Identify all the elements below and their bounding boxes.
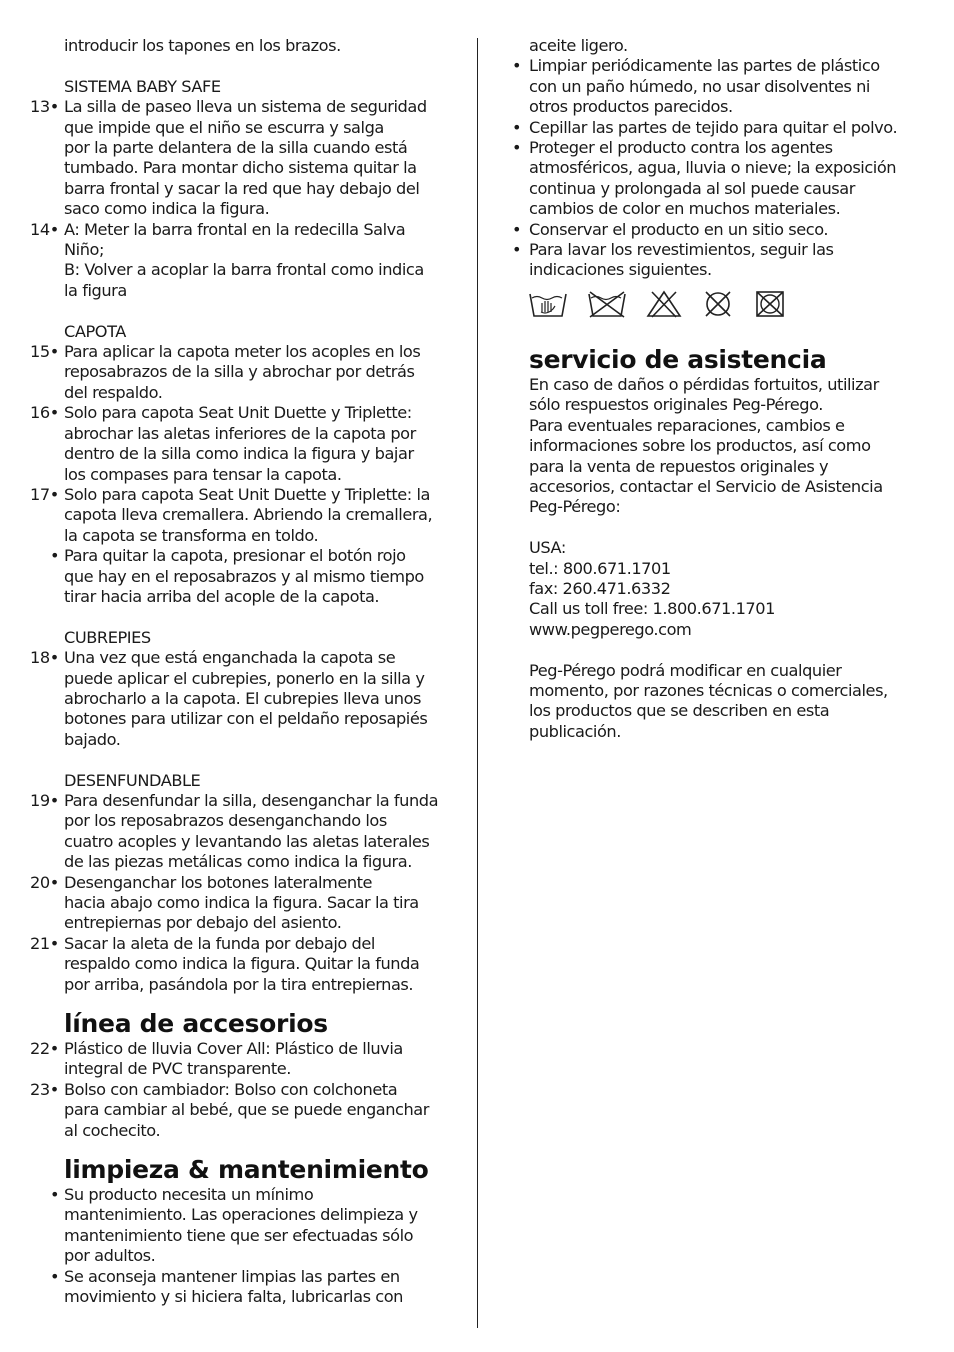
website-link[interactable]: www.pegperego.com — [529, 619, 692, 639]
item-text: Limpiar periódicamente las partes de plástico con un paño húmedo, no usar disolventes ni otros productos parecidos. — [529, 56, 880, 117]
item-text: Solo para capota Seat Unit Duette y Triplette: abrochar las aletas inferiores de la capota por dentro de la silla como indica la figura y bajar los compases para tensar la capota. — [64, 403, 416, 484]
list-item-16 — [30, 403, 460, 485]
section-title-baby-safe: SISTEMA BABY SAFE — [64, 76, 221, 96]
item-text: Solo para capota Seat Unit Duette y Triplette: la capota lleva cremallera. Abriendo la cremallera, la capota se transforma en toldo. — [64, 484, 433, 545]
item-text: Para aplicar la capota meter los acoples en los reposabrazos de la silla y abrochar por detrás del respaldo. — [64, 342, 421, 402]
item-text: Desenganchar los botones lateralmente hacia abajo como indica la figura. Sacar la tira entrepiernas por debajo del asiento. — [64, 872, 419, 933]
phone-number: tel.: 800.671.1701 — [529, 558, 671, 578]
item-number: 17• — [30, 484, 59, 504]
intro-text: introducir los tapones en los brazos. — [64, 36, 341, 55]
item-text: Para desenfundar la silla, desenganchar la funda por los reposabrazos desenganchando los cuatro acoples y levantando las aletas laterales de las piezas metálicas como indica la figura. — [64, 790, 439, 872]
care-symbols — [512, 289, 932, 319]
item-number: 15• — [30, 342, 59, 362]
item-text: Sacar la aleta de la funda por debajo del respaldo como indica la figura. Quitar la funda por arriba, pasándola por la tira entrepiernas. — [64, 933, 420, 994]
list-item-18 — [30, 648, 460, 750]
list-item-23 — [30, 1080, 460, 1141]
item-number: 19• — [30, 790, 59, 810]
section-title-capota: CAPOTA — [64, 321, 126, 341]
item-number: 13• — [30, 97, 59, 117]
list-item-17 — [30, 485, 460, 546]
item-number: 22• — [30, 1039, 59, 1059]
bullet: • — [50, 1185, 60, 1205]
bullet-item — [512, 118, 932, 138]
item-text: Para lavar los revestimientos, seguir las indicaciones siguientes. — [529, 240, 834, 280]
no-bleach-icon — [587, 290, 627, 318]
item-text: Proteger el producto contra los agentes atmosféricos, agua, lluvia o nieve; la exposición continua y prolongada al sol puede causar cambios de color en muchos materiales. — [529, 138, 897, 219]
section-title-desenfundable: DESENFUNDABLE — [64, 770, 201, 790]
item-text: Se aconseja mantener limpias las partes en movimiento y si hiciera falta, lubricarlas con — [64, 1266, 403, 1307]
bullet-item — [512, 138, 932, 220]
item-text: Bolso con cambiador: Bolso con colchoneta para cambiar al bebé, que se puede enganchar al cochecito. — [64, 1079, 429, 1140]
list-item-22 — [30, 1039, 460, 1080]
hand-wash-icon — [528, 290, 568, 318]
bullet: • — [512, 56, 522, 76]
item-text: Cepillar las partes de tejido para quitar el polvo. — [529, 117, 898, 137]
list-item-19 — [30, 791, 460, 873]
servicio-text: En caso de daños o pérdidas fortuitos, utilizar sólo respuestos originales Peg-Pérego. Para eventuales reparaciones, cambios e informaciones sobre los productos, así como para la venta de repuestos originales y accesorios, contactar el Servicio de Asistencia Peg-Pérego: — [529, 374, 883, 517]
closing-text: Peg-Pérego podrá modificar en cualquier momento, por razones técnicas o comerciales, los productos que se describen en esta publicación. — [529, 660, 888, 741]
item-text: A: Meter la barra frontal en la redecilla Salva Niño; B: Volver a acoplar la barra frontal como indica la figura — [64, 219, 424, 300]
left-column — [30, 36, 460, 1308]
item-text: La silla de paseo lleva un sistema de seguridad que impide que el niño se escurra y salga por la parte delantera de la silla cuando está tumbado. Para montar dicho sistema quitar la barra frontal y sacar la red que hay debajo del saco como indica la figura. — [64, 97, 427, 219]
list-item-17-bullet — [30, 546, 460, 607]
list-item-14 — [30, 220, 460, 302]
bullet: • — [512, 117, 522, 137]
no-tumble-dry-icon — [754, 289, 786, 319]
list-item-21 — [30, 934, 460, 995]
right-column — [512, 36, 932, 742]
bullet: • — [50, 1266, 60, 1286]
no-chlorine-icon — [646, 290, 682, 318]
item-text: Su producto necesita un mínimo mantenimiento. Las operaciones delimpieza y mantenimiento tiene que ser efectuadas sólo por adultos. — [64, 1185, 418, 1266]
column-divider — [477, 38, 478, 1328]
bullet: • — [512, 240, 522, 260]
bullet: • — [512, 219, 522, 239]
item-number: 18• — [30, 648, 59, 668]
usa-label: USA: — [529, 538, 566, 558]
heading-accesorios: línea de accesorios — [64, 1009, 328, 1039]
heading-limpieza: limpieza & mantenimiento — [64, 1155, 429, 1185]
item-number: 20• — [30, 872, 59, 892]
fax-number: fax: 260.471.6332 — [529, 578, 671, 598]
item-text: Para quitar la capota, presionar el botón rojo que hay en el reposabrazos y al mismo tiempo tirar hacia arriba del acople de la capota. — [64, 546, 424, 606]
bullet-item — [512, 240, 932, 281]
bullet: • — [50, 546, 60, 566]
list-item-13 — [30, 97, 460, 219]
item-number: 14• — [30, 219, 59, 239]
section-title-cubrepies: CUBREPIES — [64, 627, 151, 647]
item-number: 16• — [30, 403, 59, 423]
item-number: 23• — [30, 1079, 59, 1099]
item-text: Una vez que está enganchada la capota se puede aplicar el cubrepies, ponerlo en la silla y abrocharlo a la capota. El cubrepies lleva unos botones para utilizar con el peldaño reposapiés bajado. — [64, 648, 428, 749]
bullet: • — [512, 138, 522, 158]
toll-free-number: Call us toll free: 1.800.671.1701 — [529, 599, 775, 619]
item-number: 21• — [30, 933, 59, 953]
bullet-item — [512, 56, 932, 117]
bullet-item — [30, 1267, 460, 1308]
list-item-15 — [30, 342, 460, 403]
item-text: Plástico de lluvia Cover All: Plástico de lluvia integral de PVC transparente. — [64, 1039, 403, 1079]
list-item-20 — [30, 873, 460, 934]
continued-text: aceite ligero. — [529, 36, 628, 55]
bullet-item — [30, 1185, 460, 1267]
bullet-item — [512, 220, 932, 240]
heading-servicio: servicio de asistencia — [529, 344, 827, 374]
no-dry-clean-icon — [701, 290, 735, 318]
item-text: Conservar el producto en un sitio seco. — [529, 219, 829, 239]
